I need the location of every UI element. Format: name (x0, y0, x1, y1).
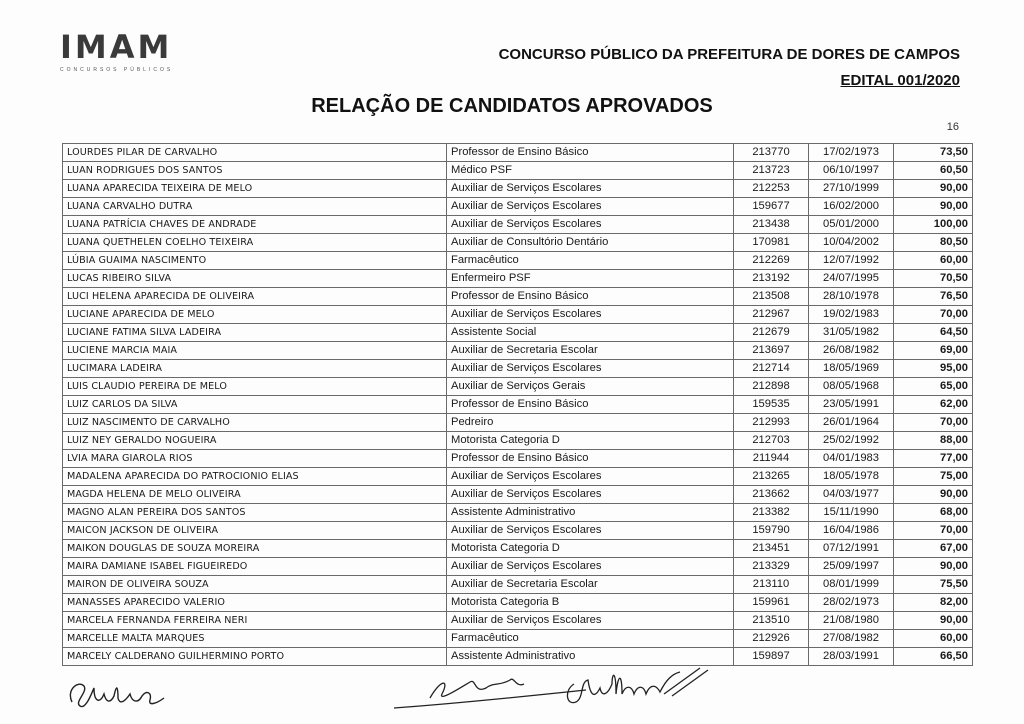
candidate-birthdate: 15/11/1990 (809, 504, 894, 522)
candidate-score: 73,50 (894, 144, 973, 162)
table-row (63, 468, 973, 486)
candidate-registration: 212926 (734, 630, 809, 648)
candidate-role: Auxiliar de Serviços Escolares (447, 306, 734, 324)
candidate-score: 75,00 (894, 468, 973, 486)
candidate-registration: 213329 (734, 558, 809, 576)
candidate-name: MAGDA HELENA DE MELO OLIVEIRA (63, 486, 447, 504)
candidate-score: 60,00 (894, 630, 973, 648)
candidate-score: 90,00 (894, 180, 973, 198)
candidate-score: 70,50 (894, 270, 973, 288)
candidate-role: Farmacêutico (447, 630, 734, 648)
candidate-role: Médico PSF (447, 162, 734, 180)
candidate-score: 60,00 (894, 252, 973, 270)
candidate-name: MANASSES APARECIDO VALERIO (63, 594, 447, 612)
table-row (63, 630, 973, 648)
page-number: 16 (946, 121, 959, 133)
candidate-role: Enfermeiro PSF (447, 270, 734, 288)
candidate-registration: 212703 (734, 432, 809, 450)
table-row (63, 216, 973, 234)
candidate-birthdate: 28/10/1978 (809, 288, 894, 306)
candidate-score: 90,00 (894, 198, 973, 216)
table-row (63, 324, 973, 342)
candidate-score: 90,00 (894, 486, 973, 504)
candidate-name: LUIZ NEY GERALDO NOGUEIRA (63, 432, 447, 450)
candidate-role: Auxiliar de Secretaria Escolar (447, 342, 734, 360)
candidate-birthdate: 04/03/1977 (809, 486, 894, 504)
table-row (63, 648, 973, 666)
candidate-role: Auxiliar de Consultório Dentário (447, 234, 734, 252)
table-row (63, 234, 973, 252)
candidate-score: 88,00 (894, 432, 973, 450)
signature-left (64, 672, 174, 716)
candidate-registration: 159961 (734, 594, 809, 612)
candidate-registration: 213770 (734, 144, 809, 162)
candidate-name: MAIKON DOUGLAS DE SOUZA MOREIRA (63, 540, 447, 558)
candidate-birthdate: 08/05/1968 (809, 378, 894, 396)
candidate-birthdate: 12/07/1992 (809, 252, 894, 270)
candidate-name: MAIRON DE OLIVEIRA SOUZA (63, 576, 447, 594)
candidate-score: 77,00 (894, 450, 973, 468)
candidate-birthdate: 18/05/1969 (809, 360, 894, 378)
candidate-birthdate: 21/08/1980 (809, 612, 894, 630)
candidate-score: 82,00 (894, 594, 973, 612)
table-row (63, 504, 973, 522)
table-row (63, 270, 973, 288)
candidate-birthdate: 26/01/1964 (809, 414, 894, 432)
candidate-role: Farmacêutico (447, 252, 734, 270)
candidate-name: MADALENA APARECIDA DO PATROCIONIO ELIAS (63, 468, 447, 486)
candidate-birthdate: 25/09/1997 (809, 558, 894, 576)
candidate-role: Auxiliar de Serviços Gerais (447, 378, 734, 396)
candidate-score: 70,00 (894, 414, 973, 432)
candidate-score: 75,50 (894, 576, 973, 594)
candidate-role: Motorista Categoria D (447, 432, 734, 450)
candidate-score: 65,00 (894, 378, 973, 396)
table-row (63, 360, 973, 378)
candidate-birthdate: 07/12/1991 (809, 540, 894, 558)
candidate-score: 62,00 (894, 396, 973, 414)
candidate-birthdate: 17/02/1973 (809, 144, 894, 162)
candidate-birthdate: 18/05/1978 (809, 468, 894, 486)
candidate-role: Auxiliar de Serviços Escolares (447, 216, 734, 234)
candidate-name: MARCELLE MALTA MARQUES (63, 630, 447, 648)
candidate-role: Professor de Ensino Básico (447, 144, 734, 162)
candidate-name: LUIZ NASCIMENTO DE CARVALHO (63, 414, 447, 432)
table-row (63, 540, 973, 558)
candidate-score: 67,00 (894, 540, 973, 558)
candidate-registration: 213662 (734, 486, 809, 504)
candidate-name: LÚBIA GUAIMA NASCIMENTO (63, 252, 447, 270)
candidate-role: Professor de Ensino Básico (447, 288, 734, 306)
candidate-registration: 212253 (734, 180, 809, 198)
candidate-role: Assistente Administrativo (447, 504, 734, 522)
candidate-score: 95,00 (894, 360, 973, 378)
candidate-name: MAIRA DAMIANE ISABEL FIGUEIREDO (63, 558, 447, 576)
candidate-registration: 213192 (734, 270, 809, 288)
imam-logo (60, 30, 190, 73)
candidate-registration: 159790 (734, 522, 809, 540)
candidate-registration: 213451 (734, 540, 809, 558)
signature-right (560, 664, 720, 716)
candidate-birthdate: 25/02/1992 (809, 432, 894, 450)
candidate-birthdate: 23/05/1991 (809, 396, 894, 414)
table-row (63, 252, 973, 270)
candidate-registration: 213382 (734, 504, 809, 522)
candidate-score: 70,00 (894, 306, 973, 324)
candidate-name: LUANA QUETHELEN COELHO TEIXEIRA (63, 234, 447, 252)
candidate-role: Assistente Social (447, 324, 734, 342)
candidate-birthdate: 27/08/1982 (809, 630, 894, 648)
approved-candidates-table (62, 143, 973, 666)
candidate-registration: 213110 (734, 576, 809, 594)
candidate-name: MAICON JACKSON DE OLIVEIRA (63, 522, 447, 540)
contest-title: CONCURSO PÚBLICO DA PREFEITURA DE DORES DE CAMPOS (498, 46, 960, 63)
edital-number: EDITAL 001/2020 (840, 72, 960, 89)
candidate-registration: 159677 (734, 198, 809, 216)
candidate-registration: 212898 (734, 378, 809, 396)
candidate-birthdate: 10/04/2002 (809, 234, 894, 252)
candidate-birthdate: 16/04/1986 (809, 522, 894, 540)
candidate-name: LVIA MARA GIAROLA RIOS (63, 450, 447, 468)
candidate-name: LOURDES PILAR DE CARVALHO (63, 144, 447, 162)
candidate-role: Auxiliar de Serviços Escolares (447, 360, 734, 378)
candidate-birthdate: 24/07/1995 (809, 270, 894, 288)
candidate-role: Motorista Categoria D (447, 540, 734, 558)
candidate-role: Auxiliar de Serviços Escolares (447, 468, 734, 486)
table-row (63, 306, 973, 324)
table-row (63, 432, 973, 450)
table-row (63, 288, 973, 306)
table-row (63, 576, 973, 594)
logo-subtitle: CONCURSOS PÚBLICOS (60, 67, 174, 73)
candidate-score: 90,00 (894, 612, 973, 630)
candidate-role: Auxiliar de Serviços Escolares (447, 486, 734, 504)
candidate-score: 68,00 (894, 504, 973, 522)
candidate-registration: 212269 (734, 252, 809, 270)
candidate-name: LUAN RODRIGUES DOS SANTOS (63, 162, 447, 180)
table-row (63, 450, 973, 468)
candidate-role: Auxiliar de Serviços Escolares (447, 180, 734, 198)
candidate-score: 100,00 (894, 216, 973, 234)
candidate-name: LUCI HELENA APARECIDA DE OLIVEIRA (63, 288, 447, 306)
logo-text: IMAM (60, 28, 173, 66)
candidate-role: Pedreiro (447, 414, 734, 432)
candidate-birthdate: 28/02/1973 (809, 594, 894, 612)
candidate-name: LUCAS RIBEIRO SILVA (63, 270, 447, 288)
candidate-birthdate: 05/01/2000 (809, 216, 894, 234)
candidate-registration: 170981 (734, 234, 809, 252)
candidate-score: 66,50 (894, 648, 973, 666)
candidate-name: LUCIANE APARECIDA DE MELO (63, 306, 447, 324)
candidate-registration: 211944 (734, 450, 809, 468)
table-row (63, 612, 973, 630)
candidate-name: LUIS CLAUDIO PEREIRA DE MELO (63, 378, 447, 396)
candidate-role: Assistente Administrativo (447, 648, 734, 666)
candidate-registration: 213510 (734, 612, 809, 630)
table-row (63, 342, 973, 360)
table-row (63, 180, 973, 198)
candidate-birthdate: 27/10/1999 (809, 180, 894, 198)
candidate-name: LUANA APARECIDA TEIXEIRA DE MELO (63, 180, 447, 198)
page-title: RELAÇÃO DE CANDIDATOS APROVADOS (311, 95, 713, 117)
candidate-registration: 212967 (734, 306, 809, 324)
candidate-birthdate: 16/02/2000 (809, 198, 894, 216)
candidate-role: Auxiliar de Secretaria Escolar (447, 576, 734, 594)
candidate-role: Auxiliar de Serviços Escolares (447, 558, 734, 576)
candidate-score: 69,00 (894, 342, 973, 360)
candidate-score: 76,50 (894, 288, 973, 306)
candidate-birthdate: 19/02/1983 (809, 306, 894, 324)
table-row (63, 162, 973, 180)
candidate-score: 90,00 (894, 558, 973, 576)
candidate-role: Auxiliar de Serviços Escolares (447, 612, 734, 630)
candidate-registration: 213265 (734, 468, 809, 486)
candidate-role: Motorista Categoria B (447, 594, 734, 612)
candidate-role: Auxiliar de Serviços Escolares (447, 198, 734, 216)
table-row (63, 414, 973, 432)
table-row (63, 522, 973, 540)
candidate-score: 60,50 (894, 162, 973, 180)
candidate-registration: 212679 (734, 324, 809, 342)
candidate-registration: 213723 (734, 162, 809, 180)
candidate-score: 70,00 (894, 522, 973, 540)
candidate-birthdate: 08/01/1999 (809, 576, 894, 594)
candidate-name: MAGNO ALAN PEREIRA DOS SANTOS (63, 504, 447, 522)
candidate-role: Professor de Ensino Básico (447, 396, 734, 414)
candidate-role: Professor de Ensino Básico (447, 450, 734, 468)
table-row (63, 378, 973, 396)
candidate-birthdate: 26/08/1982 (809, 342, 894, 360)
candidate-registration: 212993 (734, 414, 809, 432)
candidate-registration: 159535 (734, 396, 809, 414)
table-row (63, 558, 973, 576)
candidate-name: LUANA PATRÍCIA CHAVES DE ANDRADE (63, 216, 447, 234)
table-row (63, 486, 973, 504)
table-row (63, 594, 973, 612)
candidate-registration: 213438 (734, 216, 809, 234)
candidate-name: LUCIENE MARCIA MAIA (63, 342, 447, 360)
candidate-name: LUCIANE FATIMA SILVA LADEIRA (63, 324, 447, 342)
candidate-name: LUIZ CARLOS DA SILVA (63, 396, 447, 414)
table-row (63, 198, 973, 216)
candidate-birthdate: 28/03/1991 (809, 648, 894, 666)
candidate-score: 64,50 (894, 324, 973, 342)
candidate-name: LUANA CARVALHO DUTRA (63, 198, 447, 216)
candidate-score: 80,50 (894, 234, 973, 252)
candidate-registration: 159897 (734, 648, 809, 666)
table-row (63, 144, 973, 162)
candidate-role: Auxiliar de Serviços Escolares (447, 522, 734, 540)
candidate-birthdate: 06/10/1997 (809, 162, 894, 180)
table-row (63, 396, 973, 414)
candidate-birthdate: 31/05/1982 (809, 324, 894, 342)
candidate-registration: 213697 (734, 342, 809, 360)
candidate-name: MARCELY CALDERANO GUILHERMINO PORTO (63, 648, 447, 666)
candidate-name: MARCELA FERNANDA FERREIRA NERI (63, 612, 447, 630)
candidate-registration: 212714 (734, 360, 809, 378)
candidate-birthdate: 04/01/1983 (809, 450, 894, 468)
candidate-name: LUCIMARA LADEIRA (63, 360, 447, 378)
candidate-registration: 213508 (734, 288, 809, 306)
